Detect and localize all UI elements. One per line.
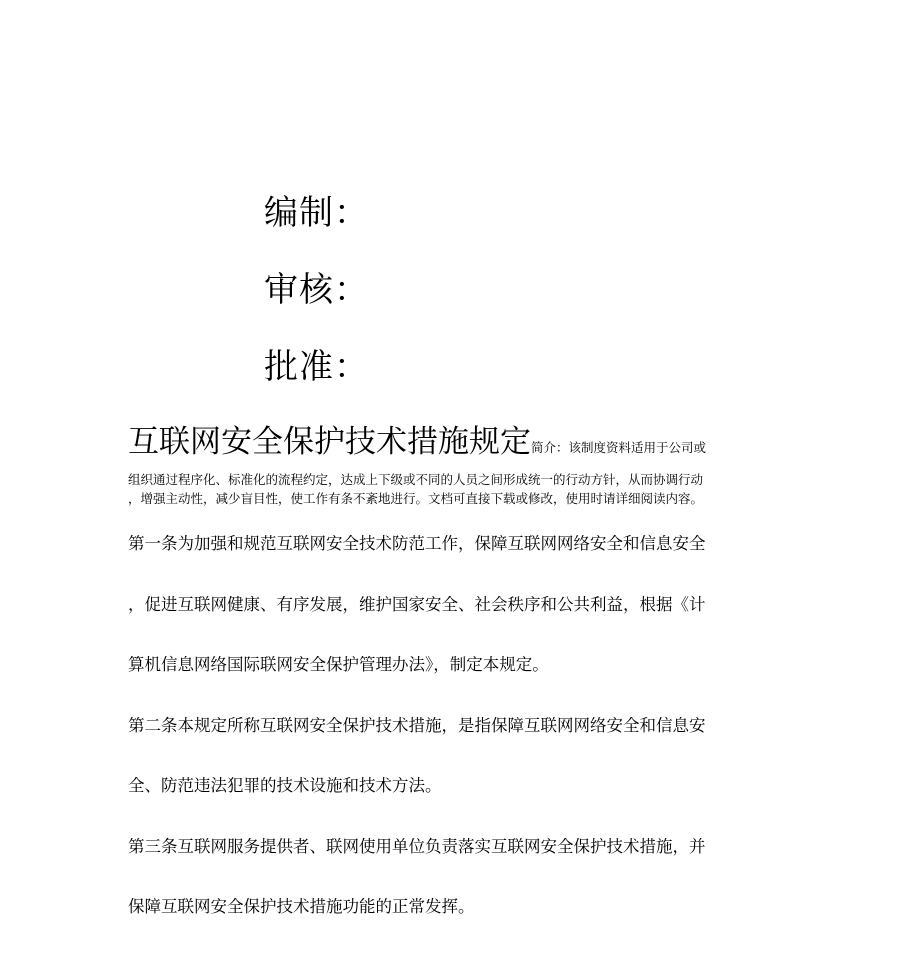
approved-by-label: 批准：	[264, 347, 369, 387]
article-1-line-3: 算机信息网络国际联网安全保护管理办法》，制定本规定。	[128, 655, 549, 674]
article-1-line-2: ，促进互联网健康、有序发展，维护国家安全、社会秩序和公共利益，根据《计	[128, 594, 706, 614]
articles-body	[128, 530, 768, 954]
intro-text-line-3: ，增强主动性，减少盲目性，使工作有条不紊地进行。文档可直接下载或修改，使用时请详细阅读内容。	[128, 491, 704, 506]
intro-text-line-2: 组织通过程序化、标准化的流程约定，达成上下级或不同的人员之间形成统一的行动方针，从而协调行动	[128, 472, 704, 487]
title-block	[128, 420, 768, 508]
reviewed-by-label: 审核：	[264, 270, 369, 310]
article-2-line-1: 第二条本规定所称互联网安全保护技术措施，是指保障互联网网络安全和信息安	[128, 715, 706, 735]
article-3-line-2: 保障互联网安全保护技术措施功能的正常发挥。	[128, 897, 475, 916]
compiled-by-label: 编制：	[264, 193, 369, 233]
signoff-block	[264, 188, 369, 419]
document-title: 互联网安全保护技术措施规定	[128, 424, 531, 460]
article-3-line-1: 第三条互联网服务提供者、联网使用单位负责落实互联网安全保护技术措施，并	[128, 836, 706, 856]
article-1-line-1: 第一条为加强和规范互联网安全技术防范工作，保障互联网网络安全和信息安全	[128, 534, 706, 553]
article-2-line-2: 全、防范违法犯罪的技术设施和技术方法。	[128, 776, 442, 795]
title-row	[128, 420, 768, 470]
intro-text-line-1: 简介：该制度资料适用于公司或	[531, 440, 707, 455]
